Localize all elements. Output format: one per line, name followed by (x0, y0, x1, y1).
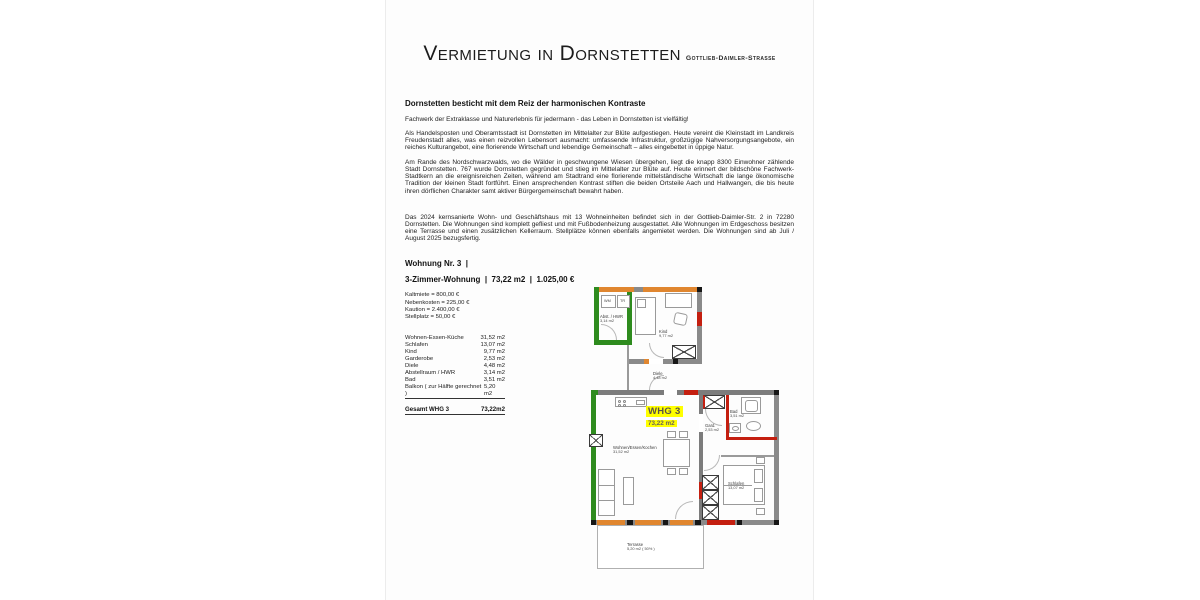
burner (623, 400, 626, 403)
intro-paragraph: Das 2024 kernsanierte Wohn- und Geschäftshaus mit 13 Wohneinheiten befindet sich in der Gottlieb-Daimler-Str. 2 in 72280 Dornstetten. Die Wohnungen sind komplett gefliest und mit Fußbodenheizung ausgestattet. Alle Wohnungen im Erdgeschoss besitzen eine Terrasse und einen zusätzlichen Kellerraum. Stellplätze können ebenfalls angemietet werden. Die Wohnungen sind ab Juli / August 2025 bezugsfertig. (405, 213, 794, 243)
room-label: Wohnen-Essen-Küche (405, 335, 464, 342)
room-label: Abstellraum / HWR (405, 369, 456, 376)
intro-paragraph: Fachwerk der Extraklasse und Naturerlebnis für jedermann - das Leben in Dornstetten ist vielfältig! (405, 115, 689, 123)
sofa-cushion-line (599, 485, 614, 486)
door-arc (649, 343, 664, 358)
room-row (405, 335, 505, 342)
toilet (746, 421, 761, 431)
washing-machine-label: WM (604, 299, 611, 303)
document-header (386, 42, 813, 66)
dryer (617, 295, 630, 308)
wall-corner-block (774, 390, 779, 395)
shaft-xbox-upper (672, 345, 696, 359)
door-arc (704, 455, 720, 471)
room-area: 9,77 m2 (483, 349, 505, 356)
wall-segment (634, 287, 643, 292)
intro-paragraph: Am Rande des Nordschwarzwalds, wo die Wälder in geschwungene Wiesen übergehen, liegt die knapp 8300 Einwohner zählende Stadt Dornstetten. 767 wurde Dornstetten gegründet und stieg im Mittelalter zur Blüte auf. Heute erinnert der bildschöne Fachwerk-Stadtkern an die ereignisreichen Zeiten, während am Stadtrand eine florierende mittelständische Wirtschaft die lange ökonomische Tradition der kleinen Stadt fortführt. Einen ansprechenden Kontrast stiften die beiden Ortsteile Aach und Hallwangen, die bis heute ihren dörflichen Charakter samt aktiver Bürgergemeinschaft bewahrt haben. (405, 159, 794, 195)
wall-right-main (774, 390, 779, 525)
label-gard (705, 423, 719, 433)
wall-red-segment (697, 312, 702, 326)
unit-highlight-label (646, 401, 683, 427)
wall-left-main-green (591, 390, 596, 525)
wall-corner-block (591, 520, 596, 525)
room-total-label: Gesamt WHG 3 (405, 405, 450, 413)
room-area: 5,20 m2 ( 50% ) (627, 546, 655, 552)
room-total-area: 73,22m2 (480, 405, 505, 413)
bed-pillow (754, 488, 763, 502)
wall-schlafen-top (721, 455, 774, 457)
wall-right-upper (697, 287, 702, 364)
unit-name: WHG 3 (648, 406, 681, 417)
kind-desk (665, 293, 692, 308)
label-schlafen (728, 481, 744, 491)
wall-corner-block (774, 520, 779, 525)
room-area: 4,48 m2 (483, 363, 505, 370)
shaft-cell (702, 505, 719, 520)
wall-red-segment (684, 390, 698, 395)
door-arc (675, 501, 693, 519)
room-area: 31,52 m2 (480, 335, 505, 342)
dining-chair (667, 468, 676, 475)
room-row (405, 370, 505, 377)
unit-heading: Wohnung Nr. 3 | (405, 259, 468, 269)
nightstand (756, 508, 765, 515)
room-row (405, 377, 505, 384)
room-area: 2,53 m2 (705, 427, 720, 433)
room-area: 31,52 m2 (613, 449, 630, 455)
label-bad (730, 409, 744, 419)
room-label: Bad (405, 376, 416, 383)
shower-tray (745, 400, 758, 412)
unit-summary: 3-Zimmer-Wohnung | 73,22 m2 | 1.025,00 € (405, 275, 575, 285)
sofa (598, 469, 615, 516)
room-area: 4,48 m2 (653, 375, 668, 381)
room-name: Wohnen/Essen/Kochen (613, 445, 657, 450)
room-name: Kind (659, 329, 668, 334)
room-area: 3,14 m2 (483, 369, 505, 376)
shaft-cell (702, 490, 719, 505)
dining-chair (679, 468, 688, 475)
room-name: Abst. / HWR (600, 314, 624, 319)
room-row (405, 342, 505, 349)
burner (623, 404, 626, 407)
kitchen-sink (636, 400, 645, 405)
shaft-cell (702, 475, 719, 490)
sofa-cushion-line (599, 500, 614, 501)
room-label: Diele (405, 363, 419, 370)
doc-title: Vermietung in Dornstetten (423, 42, 681, 65)
doc-subtitle: Gottlieb-Daimler-Strasse (685, 55, 776, 62)
label-wohnen (613, 445, 657, 455)
room-label: Balkon ( zur Hälfte gerechnet ) (405, 383, 482, 397)
wall-bad-bottom-red (726, 437, 777, 440)
shaft-column (702, 475, 719, 520)
bed-pillow (754, 469, 763, 483)
cost-line: Kaltmiete = 800,00 € (405, 292, 460, 299)
dining-chair (679, 431, 688, 438)
room-total-row (405, 406, 505, 415)
dining-table (663, 439, 690, 467)
room-name: Bad (730, 409, 738, 414)
room-row (405, 349, 505, 356)
wall-top-upper (594, 287, 702, 292)
cost-line: Nebenkosten = 225,00 € (405, 299, 470, 306)
label-kind (659, 329, 673, 339)
floor-plan (589, 287, 784, 577)
intro-heading: Dornstetten besticht mit dem Reiz der harmonischen Kontraste (405, 99, 646, 108)
wall-gard-bad-red (726, 395, 729, 440)
kind-bed (635, 297, 656, 335)
wall-block (737, 520, 742, 525)
room-area: 3,14 m2 (600, 318, 615, 324)
label-terrasse (627, 542, 655, 552)
cost-line: Kaution = 2.400,00 € (405, 306, 460, 313)
label-diele (653, 371, 667, 381)
room-label: Schlafen (405, 342, 428, 349)
room-name: Schlafen (728, 481, 745, 486)
intro-paragraphs (405, 116, 794, 243)
room-area: 3,51 m2 (730, 413, 745, 419)
intro-paragraph: Als Handelsposten und Oberamtsstadt ist Dornstetten im Mittelalter zur Blüte aufgestiegen. Heute vereint die Kleinstadt im Landkreis Freudenstadt alles, was einen reizvollen Lebensort ausmacht: umfassende Infrastruktur, großzügige Nahversorgungsangebote, ein reiches Kulturangebot, eine florierende Wirtschaft und lebendige Gemeinschaft – alles eingebettet in üppige Natur. (405, 130, 794, 152)
room-area: 13,07 m2 (728, 485, 745, 491)
dining-chair (667, 431, 676, 438)
burner (618, 404, 621, 407)
wall-red-segment (707, 520, 735, 525)
wall-door-gap (699, 414, 703, 432)
wall-door-gap (649, 359, 663, 364)
bathroom-sink (729, 423, 741, 433)
unit-area: 73,22 m2 (648, 420, 675, 427)
room-name: Gard. (705, 423, 716, 428)
room-area: 2,53 m2 (483, 356, 505, 363)
room-area: 13,07 m2 (480, 342, 505, 349)
cost-line: Stellplatz = 50,00 € (405, 313, 456, 320)
room-label: Kind (405, 349, 417, 356)
shaft-xbox-gard (703, 395, 725, 409)
sink-basin (732, 426, 739, 431)
room-row (405, 384, 505, 399)
room-name: Terrasse (627, 542, 644, 547)
coffee-table (623, 477, 634, 505)
kitchen-counter (615, 397, 647, 407)
room-area: 9,77 m2 (659, 333, 674, 339)
document-page (385, 0, 814, 600)
wall-door-gap (664, 390, 677, 395)
room-name: Diele (653, 371, 663, 376)
burner (618, 400, 621, 403)
door-arc (601, 324, 617, 340)
room-area: 3,51 m2 (483, 376, 505, 383)
wall-block (673, 359, 678, 364)
kind-chair (673, 312, 688, 326)
wall-under-kind (629, 359, 702, 364)
kind-bed-pillow (637, 299, 646, 308)
room-label: Garderobe (405, 356, 434, 363)
room-table (405, 335, 505, 399)
washing-machine (601, 295, 616, 308)
room-row (405, 356, 505, 363)
wall-corner-block (697, 287, 702, 292)
wall-corridor-left (627, 345, 629, 392)
window-xbox-left (589, 434, 603, 447)
room-row (405, 363, 505, 370)
nightstand (756, 457, 765, 464)
wall-left-upper-green (594, 287, 599, 345)
label-abst (600, 314, 623, 324)
room-area: 5,20 m2 (483, 383, 496, 397)
wall-top-main (591, 390, 779, 395)
dryer-label: TR (620, 299, 626, 303)
